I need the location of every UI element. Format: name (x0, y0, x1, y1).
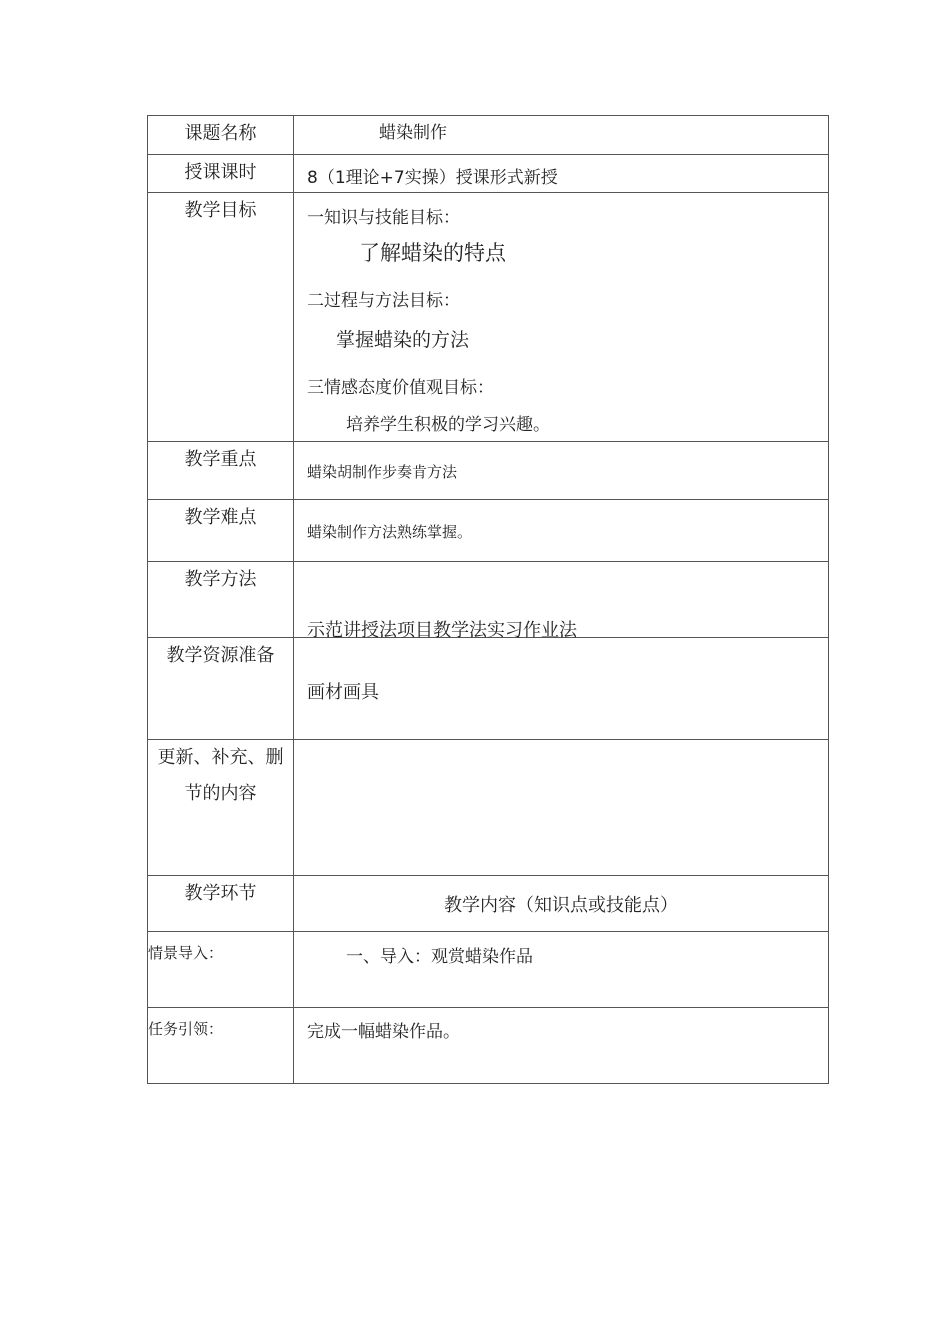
row-difficulty (148, 500, 829, 562)
content-header-cell (294, 876, 829, 932)
key-value: 蜡染胡制作步奏肯方法 (307, 463, 458, 481)
row-header (148, 876, 829, 932)
stage-header-cell (148, 876, 294, 932)
hours-value: 8（1理论+7实操）授课形式新授 (307, 168, 558, 188)
goal2-text: 掌握蜡染的方法 (336, 329, 470, 351)
row-update (148, 740, 829, 876)
row-goals (148, 193, 829, 442)
method-label-cell (148, 562, 294, 638)
lesson-plan-table (147, 115, 829, 1084)
row-key (148, 442, 829, 500)
update-label-cell (148, 740, 294, 876)
row-task (148, 1008, 829, 1084)
goal3-title: 三情感态度价值观目标： (307, 378, 494, 398)
goals-value-cell (294, 193, 829, 442)
method-value: 示范讲授法项目教学法实习作业法 (307, 620, 577, 641)
update-label-line1: 更新、补充、删 (157, 747, 284, 768)
difficulty-label: 教学难点 (184, 507, 257, 528)
difficulty-value: 蜡染制作方法熟练掌握。 (307, 523, 473, 541)
intro-label: 情景导入： (148, 944, 224, 962)
resource-label-cell (148, 638, 294, 740)
stage-header: 教学环节 (184, 883, 257, 904)
topic-label-cell (148, 116, 294, 155)
topic-label: 课题名称 (184, 123, 257, 144)
task-value-cell (294, 1008, 829, 1084)
goal1-title: 一知识与技能目标： (307, 208, 460, 228)
goals-label-cell (148, 193, 294, 442)
task-value: 完成一幅蜡染作品。 (307, 1022, 460, 1042)
row-hours (148, 155, 829, 193)
intro-value-cell (294, 932, 829, 1008)
task-label-cell (148, 1008, 294, 1084)
difficulty-label-cell (148, 500, 294, 562)
resource-label: 教学资源准备 (166, 645, 275, 666)
content-header: 教学内容（知识点或技能点） (444, 894, 678, 916)
update-label-line2: 节的内容 (184, 783, 257, 804)
row-method (148, 562, 829, 638)
goal3-text: 培养学生积极的学习兴趣。 (346, 415, 550, 435)
intro-label-cell (148, 932, 294, 1008)
resource-value: 画材画具 (307, 682, 379, 703)
hours-label: 授课课时 (184, 162, 257, 183)
difficulty-value-cell (294, 500, 829, 562)
method-value-cell (294, 562, 829, 641)
goal2-title: 二过程与方法目标： (307, 291, 460, 311)
key-value-cell (294, 442, 829, 500)
hours-label-cell (148, 155, 294, 193)
topic-value: 蜡染制作 (379, 123, 447, 143)
row-resource (148, 638, 829, 740)
hours-value-cell (294, 155, 829, 193)
goal1-text: 了解蜡染的特点 (359, 241, 506, 265)
key-label: 教学重点 (184, 449, 257, 470)
goals-label: 教学目标 (184, 200, 257, 221)
task-label: 任务引领： (148, 1020, 224, 1038)
intro-value: 一、导入：观赏蜡染作品 (346, 947, 533, 967)
key-label-cell (148, 442, 294, 500)
row-topic (148, 116, 829, 155)
method-label: 教学方法 (184, 569, 257, 590)
resource-value-cell (294, 638, 829, 740)
topic-value-cell (294, 116, 829, 155)
row-intro (148, 932, 829, 1008)
update-value-cell (294, 740, 829, 876)
